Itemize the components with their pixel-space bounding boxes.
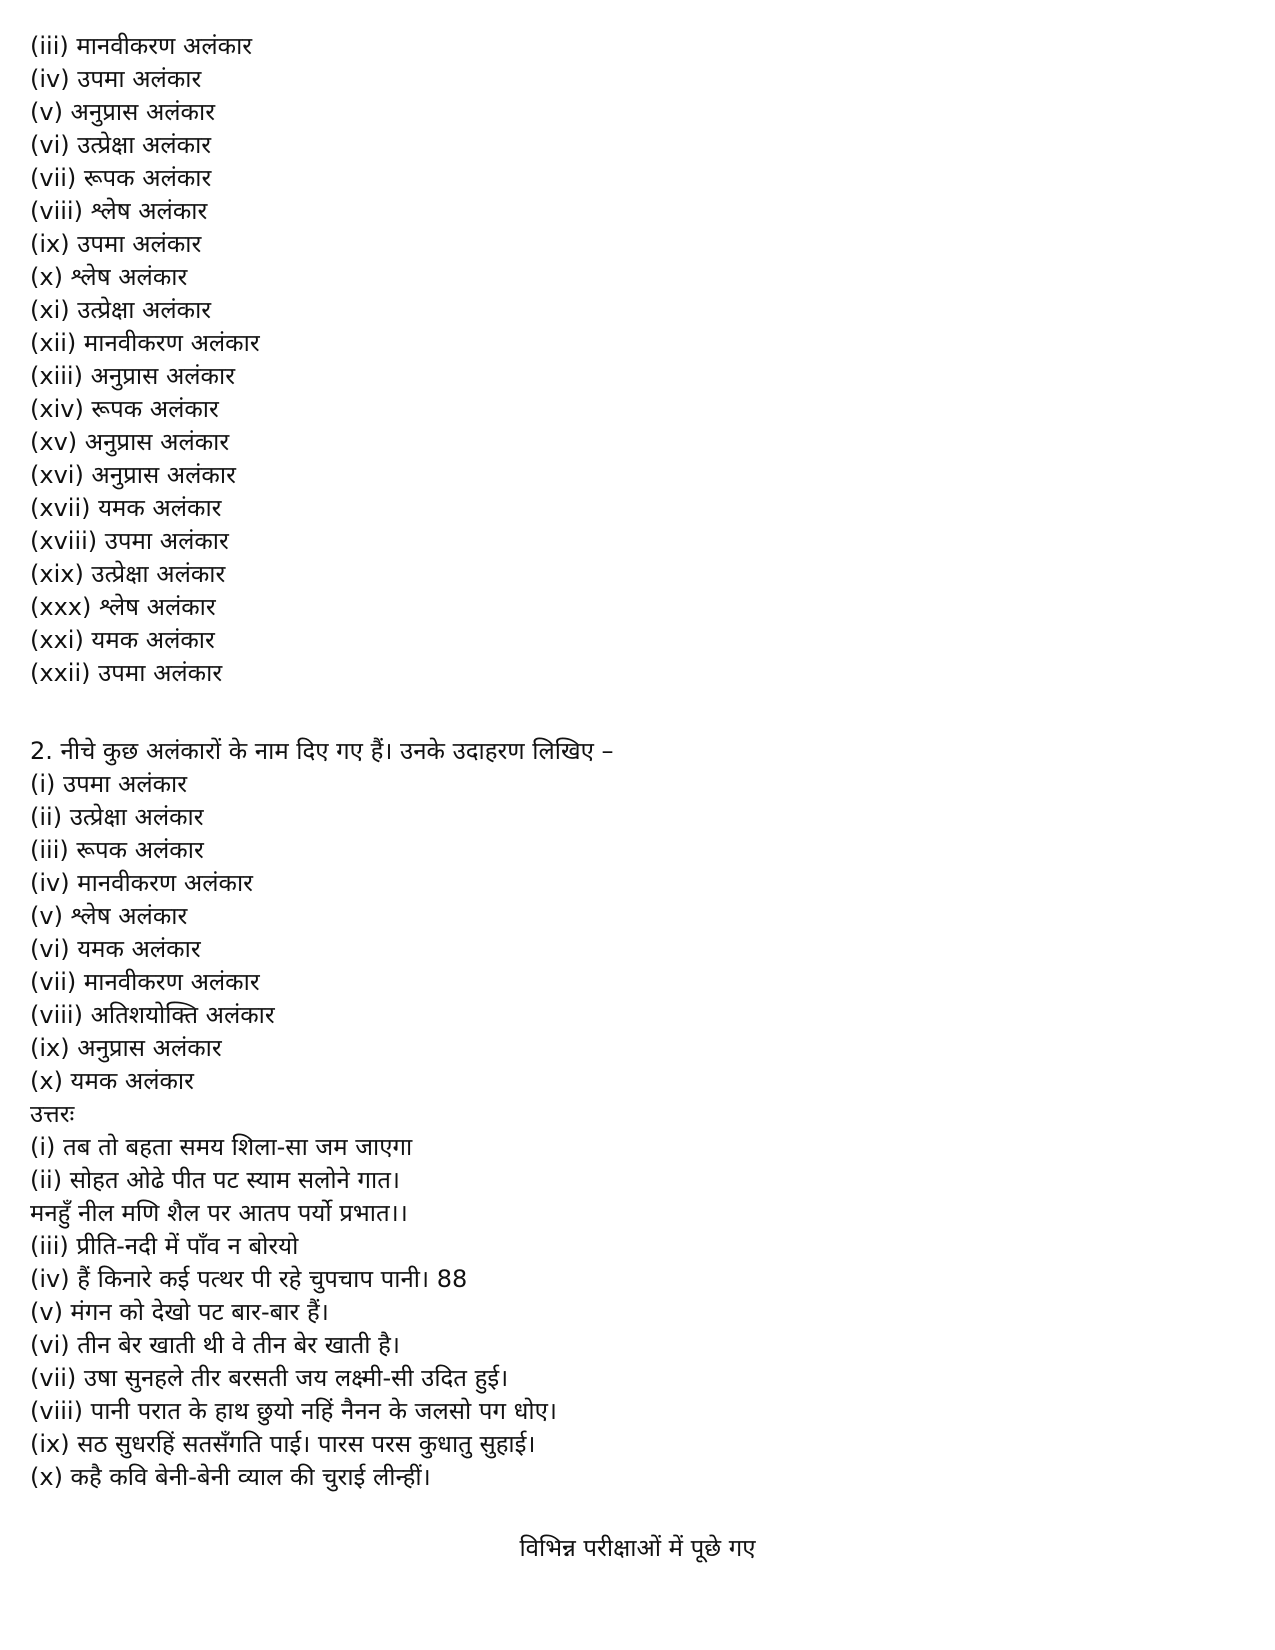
list-item: (iv) उपमा अलंकार bbox=[30, 65, 202, 93]
list-item: (xv) अनुप्रास अलंकार bbox=[30, 428, 230, 456]
question-item: (ix) अनुप्रास अलंकार bbox=[30, 1034, 222, 1062]
answer-line: (x) कहै कवि बेनी-बेनी व्याल की चुराई लीन्हीं। bbox=[30, 1463, 431, 1491]
list-item: (xi) उत्प्रेक्षा अलंकार bbox=[30, 296, 212, 324]
answer-line: (ii) सोहत ओढे पीत पट स्याम सलोने गात। bbox=[30, 1166, 401, 1194]
answer-line: (iv) हैं किनारे कई पत्थर पी रहे चुपचाप पानी। 88 bbox=[30, 1265, 468, 1293]
list-item: (xix) उत्प्रेक्षा अलंकार bbox=[30, 560, 226, 588]
answer-line: (vii) उषा सुनहले तीर बरसती जय लक्ष्मी-सी उदित हुई। bbox=[30, 1364, 509, 1392]
question-item: (iv) मानवीकरण अलंकार bbox=[30, 869, 253, 897]
list-item: (xii) मानवीकरण अलंकार bbox=[30, 329, 260, 357]
question-item: (iii) रूपक अलंकार bbox=[30, 836, 204, 864]
question-heading: 2. नीचे कुछ अलंकारों के नाम दिए गए हैं। उनके उदाहरण लिखिए – bbox=[30, 737, 614, 765]
answers-list-1 bbox=[30, 30, 1230, 690]
list-item: (xxi) यमक अलंकार bbox=[30, 626, 215, 654]
section-heading: विभिन्न परीक्षाओं में पूछे गए bbox=[519, 1534, 756, 1562]
answer-line: (v) मंगन को देखो पट बार-बार हैं। bbox=[30, 1298, 329, 1326]
list-item: (xxx) श्लेष अलंकार bbox=[30, 593, 216, 621]
question-item: (vi) यमक अलंकार bbox=[30, 935, 201, 963]
question-item: (viii) अतिशयोक्ति अलंकार bbox=[30, 1001, 275, 1029]
question-item: (ii) उत्प्रेक्षा अलंकार bbox=[30, 803, 204, 831]
list-item: (xvii) यमक अलंकार bbox=[30, 494, 222, 522]
list-item: (xiv) रूपक अलंकार bbox=[30, 395, 219, 423]
answer-line: (ix) सठ सुधरहिं सतसँगति पाई। पारस परस कुधातु सुहाई। bbox=[30, 1430, 536, 1458]
list-item: (v) अनुप्रास अलंकार bbox=[30, 98, 216, 126]
answer-line: (vi) तीन बेर खाती थी वे तीन बेर खाती है। bbox=[30, 1331, 400, 1359]
list-item: (iii) मानवीकरण अलंकार bbox=[30, 32, 253, 60]
answer-line: (iii) प्रीति-नदी में पाँव न बोरयो bbox=[30, 1232, 299, 1260]
list-item: (xxii) उपमा अलंकार bbox=[30, 659, 223, 687]
list-item: (vii) रूपक अलंकार bbox=[30, 164, 212, 192]
list-item: (xviii) उपमा अलंकार bbox=[30, 527, 229, 555]
question-item: (vii) मानवीकरण अलंकार bbox=[30, 968, 260, 996]
list-item: (ix) उपमा अलंकार bbox=[30, 230, 202, 258]
list-item: (vi) उत्प्रेक्षा अलंकार bbox=[30, 131, 212, 159]
list-item: (x) श्लेष अलंकार bbox=[30, 263, 188, 291]
answer-line: मनहुँ नील मणि शैल पर आतप पर्यो प्रभात।। bbox=[30, 1199, 408, 1227]
question-item: (x) यमक अलंकार bbox=[30, 1067, 194, 1095]
answer-line: (viii) पानी परात के हाथ छुयो नहिं नैनन के जलसो पग धोए। bbox=[30, 1397, 557, 1425]
answer-line: (i) तब तो बहता समय शिला-सा जम जाएगा bbox=[30, 1133, 413, 1161]
list-item: (xiii) अनुप्रास अलंकार bbox=[30, 362, 236, 390]
list-item: (viii) श्लेष अलंकार bbox=[30, 197, 208, 225]
question-item: (v) श्लेष अलंकार bbox=[30, 902, 188, 930]
question-item: (i) उपमा अलंकार bbox=[30, 770, 188, 798]
answer-label: उत्तरः bbox=[30, 1100, 75, 1128]
list-item: (xvi) अनुप्रास अलंकार bbox=[30, 461, 236, 489]
question-2-section bbox=[30, 735, 1230, 1494]
